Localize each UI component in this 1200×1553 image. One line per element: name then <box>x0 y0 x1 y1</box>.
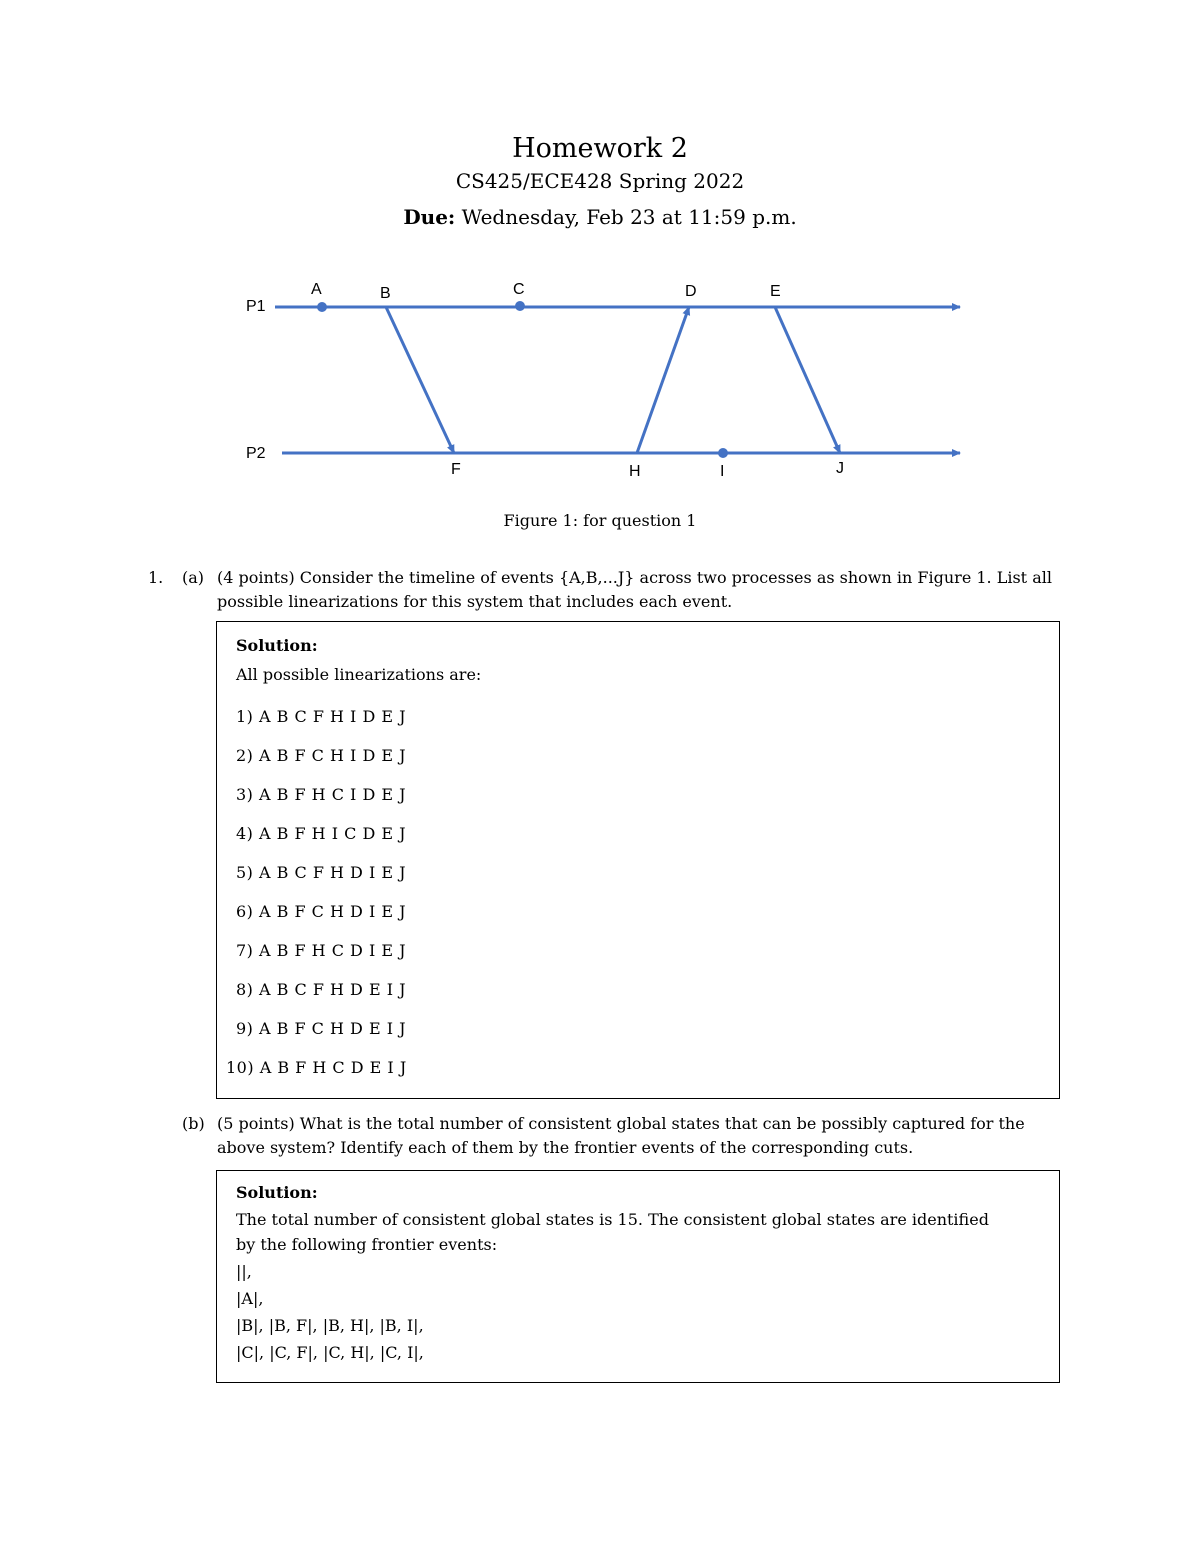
solution-a-intro: All possible linearizations are: <box>236 665 482 684</box>
event-c-dot <box>515 301 525 311</box>
message-b-to-f <box>386 307 454 453</box>
linearization-8: 8) A B C F H D E I J <box>236 980 407 999</box>
solution-b-heading: Solution: <box>236 1183 318 1202</box>
event-a-dot <box>317 302 327 312</box>
linearization-7: 7) A B F H C D I E J <box>236 941 407 960</box>
label-i: I <box>720 463 725 480</box>
linearization-4: 4) A B F H I C D E J <box>236 824 407 843</box>
state-row-2: |A|, <box>236 1289 264 1308</box>
due-label: Due: <box>403 205 456 229</box>
label-b: B <box>380 285 391 302</box>
label-c: C <box>513 281 525 298</box>
part-a-label: (a) <box>182 568 205 587</box>
solution-a-heading: Solution: <box>236 636 318 655</box>
label-p1: P1 <box>246 298 266 315</box>
message-h-to-d <box>637 307 689 453</box>
label-a: A <box>311 281 322 298</box>
event-i-dot <box>718 448 728 458</box>
timeline-figure <box>0 270 1200 500</box>
label-d: D <box>685 283 697 300</box>
label-j: J <box>836 460 844 477</box>
due-text: Wednesday, Feb 23 at 11:59 p.m. <box>461 205 797 229</box>
question-number: 1. <box>148 568 164 587</box>
part-a-text: (4 points) Consider the timeline of events {A,B,...J} across two processes as shown in Figure 1. List all possible linearizations for this system that includes each event. <box>217 568 1052 611</box>
linearization-10: 10) A B F H C D E I J <box>226 1058 407 1077</box>
state-row-1: ||, <box>236 1262 252 1281</box>
state-row-3: |B|, |B, F|, |B, H|, |B, I|, <box>236 1316 424 1335</box>
label-e: E <box>770 283 781 300</box>
label-f: F <box>451 461 461 478</box>
part-b-label: (b) <box>182 1114 205 1133</box>
label-p2: P2 <box>246 445 266 462</box>
linearization-1: 1) A B C F H I D E J <box>236 707 407 726</box>
state-row-4: |C|, |C, F|, |C, H|, |C, I|, <box>236 1343 424 1362</box>
linearization-2: 2) A B F C H I D E J <box>236 746 407 765</box>
message-e-to-j <box>775 307 840 453</box>
linearization-9: 9) A B F C H D E I J <box>236 1019 407 1038</box>
linearization-5: 5) A B C F H D I E J <box>236 863 407 882</box>
due-date <box>0 205 1200 229</box>
figure-caption: Figure 1: for question 1 <box>503 511 697 530</box>
linearization-3: 3) A B F H C I D E J <box>236 785 407 804</box>
linearization-6: 6) A B F C H D I E J <box>236 902 407 921</box>
page-title: Homework 2 <box>512 133 688 164</box>
label-h: H <box>629 463 641 480</box>
solution-b-line2: by the following frontier events: <box>236 1235 498 1254</box>
solution-b-line1: The total number of consistent global states is 15. The consistent global states are identified <box>236 1210 989 1229</box>
course-subtitle: CS425/ECE428 Spring 2022 <box>455 169 745 193</box>
part-b-text: (5 points) What is the total number of consistent global states that can be possibly captured for the above system? Identify each of them by the frontier events of the corresponding cuts. <box>217 1114 1025 1157</box>
